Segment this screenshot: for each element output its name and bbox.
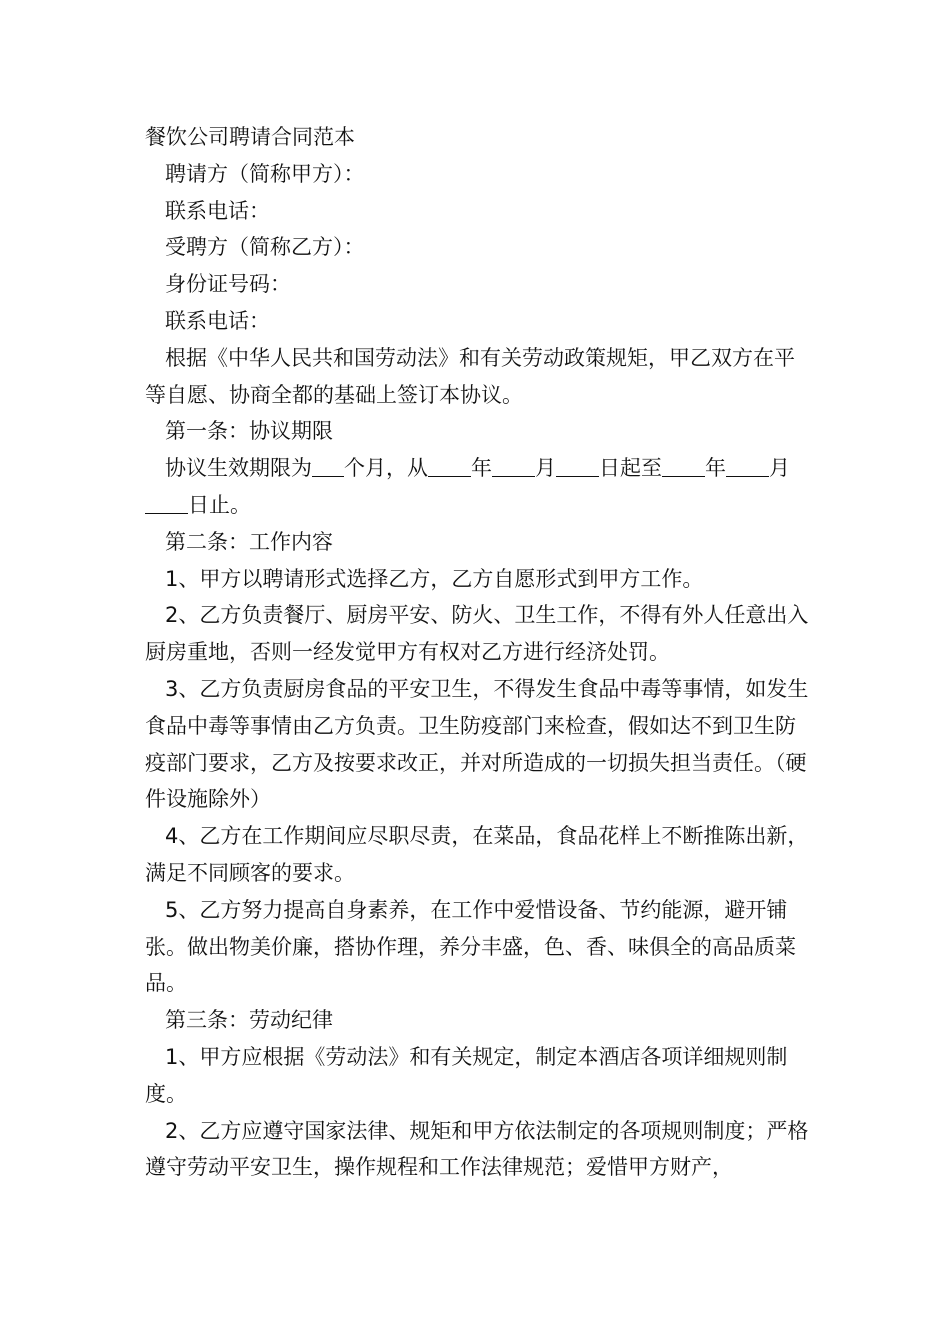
document-title: 餐饮公司聘请合同范本: [145, 125, 355, 149]
term-text: 日起至: [599, 456, 662, 481]
article-2-item: 1、甲方以聘请形式选择乙方，乙方自愿形式到甲方工作。: [165, 566, 704, 591]
party-a-line: 聘请方（简称甲方）：: [165, 161, 365, 186]
end-day-blank: [145, 492, 188, 514]
term-text: 月: [535, 456, 556, 481]
phone-a-line: 联系电话：: [165, 198, 270, 223]
start-month-blank: [492, 455, 535, 477]
article-2-item: 5、乙方努力提高自身素养，在工作中爱惜设备、节约能源，避开铺张。做出物美价廉，搭协作理，养分丰盛，色、香、味俱全的高品质菜品。: [145, 897, 796, 996]
term-text: 协议生效期限为: [165, 456, 312, 481]
id-number-line: 身份证号码：: [165, 272, 291, 297]
article-1-term-paragraph: [145, 450, 815, 524]
start-year-blank: [428, 455, 471, 477]
term-text: 月: [769, 456, 790, 481]
preamble-paragraph: 根据《中华人民共和国劳动法》和有关劳动政策规矩，甲乙双方在平等自愿、协商全都的基础上签订本协议。: [145, 345, 795, 407]
article-3-item: 2、乙方应遵守国家法律、规矩和甲方依法制定的各项规则制度；严格遵守劳动平安卫生，操作规程和工作法律规范；爱惜甲方财产，: [145, 1118, 809, 1180]
end-month-blank: [726, 455, 769, 477]
article-2-item: 4、乙方在工作期间应尽职尽责，在菜品，食品花样上不断推陈出新，满足不同顾客的要求。: [145, 824, 809, 885]
months-blank: [312, 455, 344, 477]
article-3-heading: 第三条：劳动纪律: [165, 1008, 333, 1033]
term-text: 个月，从: [344, 456, 428, 481]
article-2-item: 3、乙方负责厨房食品的平安卫生，不得发生食品中毒等事情，如发生食品中毒等事情由乙方负责。卫生防疫部门来检查，假如达不到卫生防疫部门要求，乙方及按要求改正，并对所造成的一切损失担当责任。（硬件设施除外）: [145, 676, 809, 812]
term-text: 年: [471, 456, 492, 481]
start-day-blank: [556, 455, 599, 477]
end-year-blank: [662, 455, 705, 477]
term-text: 年: [705, 456, 726, 481]
term-text: 日止。: [188, 492, 251, 517]
party-b-line: 受聘方（简称乙方）：: [165, 235, 365, 260]
article-2-item: 2、乙方负责餐厅、厨房平安、防火、卫生工作，不得有外人任意出入厨房重地，否则一经发觉甲方有权对乙方进行经济处罚。: [145, 603, 809, 665]
article-3-item: 1、甲方应根据《劳动法》和有关规定，制定本酒店各项详细规则制度。: [145, 1044, 788, 1106]
article-1-heading: 第一条：协议期限: [165, 419, 333, 444]
phone-b-line: 联系电话：: [165, 308, 270, 333]
document-body: [145, 119, 815, 1186]
article-2-heading: 第二条：工作内容: [165, 529, 333, 554]
